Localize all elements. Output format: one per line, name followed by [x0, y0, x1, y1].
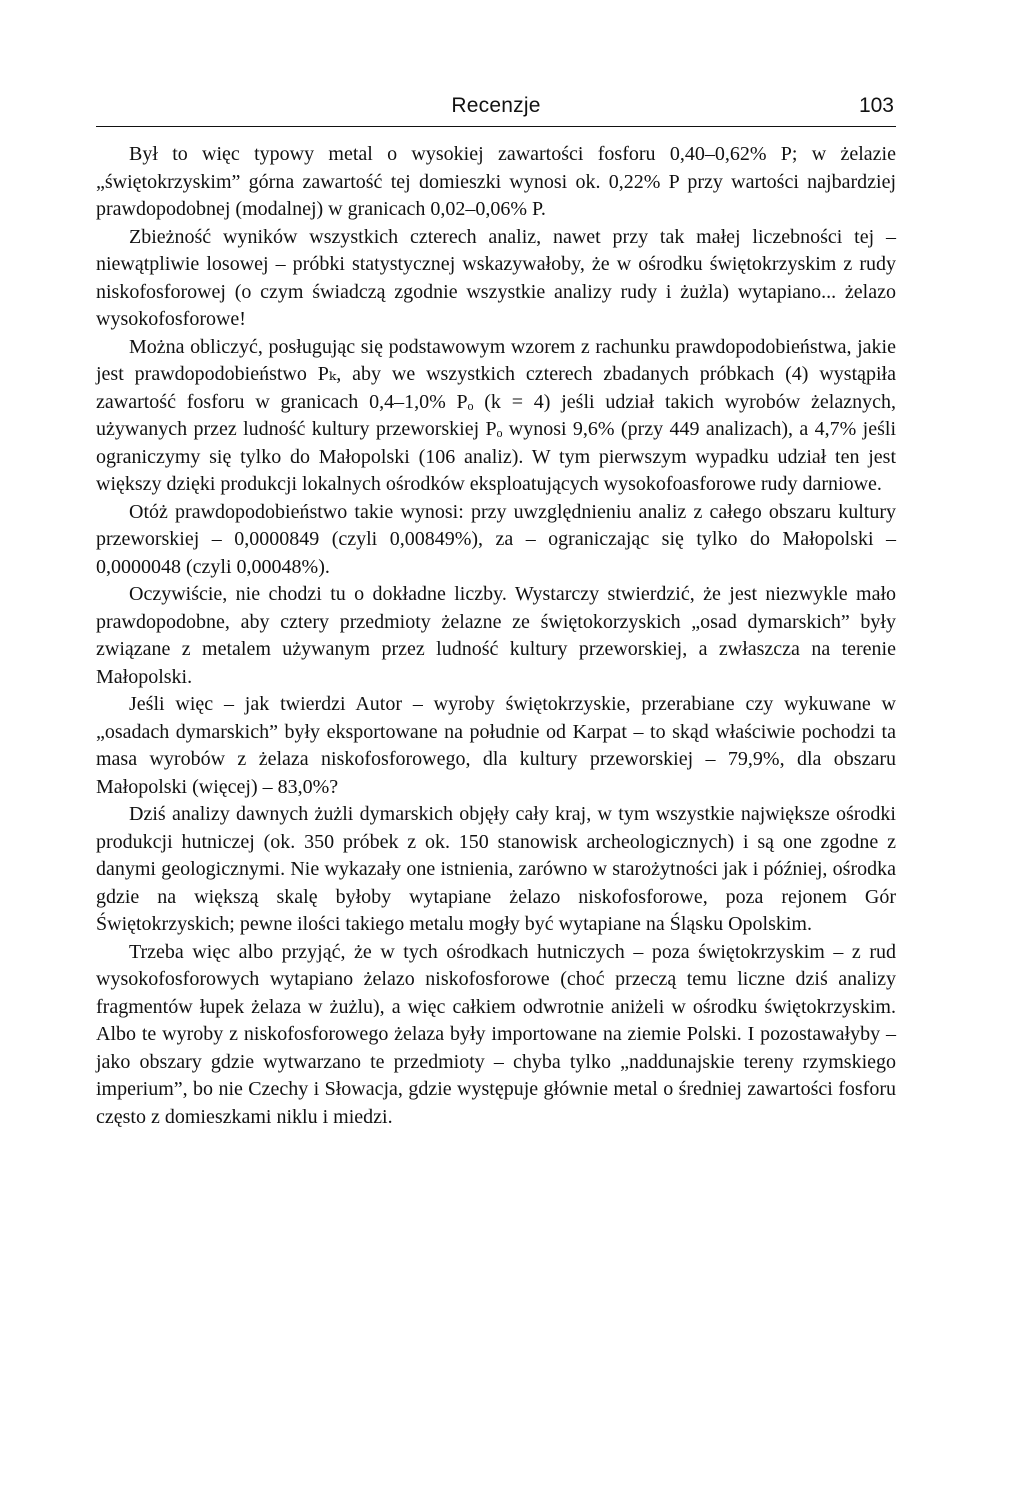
- paragraph-7: Dziś analizy dawnych żużli dymarskich objęły cały kraj, w tym wszystkie największe ośrodki produkcji hutniczej (ok. 350 próbek z ok. 150 stanowisk archeologicznych) i są one zgodne z danymi geologicznymi. Nie wykazały one istnienia, zarówno w starożytności jak i później, ośrodka gdzie na większą skalę byłoby wytapiane żelazo niskofosforowe, poza rejonem Gór Świętokrzyskich; pewne ilości takiego metalu mogły być wytapiane na Śląsku Opolskim.: [96, 803, 896, 935]
- running-header: [96, 92, 896, 127]
- paragraph-4: Otóż prawdopodobieństwo takie wynosi: przy uwzględnieniu analiz z całego obszaru kultury przeworskiej – 0,0000849 (czyli 0,00849%), za – ograniczając się tylko do Małopolski – 0,0000048 (czyli 0,00048%).: [96, 500, 896, 578]
- paragraph-6: Jeśli więc – jak twierdzi Autor – wyroby świętokrzyskie, przerabiane czy wykuwane w „osadach dymarskich” były eksportowane na południe od Karpat – to skąd właściwie pochodzi ta masa wyrobów z żelaza niskofosforowego, dla kultury przeworskiej – 79,9%, dla obszaru Małopolski (więcej) – 83,0%?: [96, 693, 896, 798]
- paragraph-8: Trzeba więc albo przyjąć, że w tych ośrodkach hutniczych – poza świętokrzyskim – z rud wysokofosforowych wytapiano żelazo niskofosforowe (choć przeczą temu liczne dziś analizy fragmentów łupek żelaza w żużlu), a więc całkiem odwrotnie aniżeli w ośrodku świętokrzyskim. Albo te wyroby z niskofosforowego żelaza były importowane na ziemie Polski. I pozostawałyby – jako obszary gdzie wytwarzano te przedmioty – chyba tylko „naddunajskie tereny rzymskiego imperium”, bo nie Czechy i Słowacja, gdzie występuje głównie metal o średniej zawartości fosforu często z domieszkami niklu i miedzi.: [96, 940, 896, 1128]
- paragraph-2: Zbieżność wyników wszystkich czterech analiz, nawet przy tak małej liczebności tej – niewątpliwie losowej – próbki statystycznej wskazywałoby, że w ośrodku świętokrzyskim z rudy niskofosforowej (o czym świadczą zgodnie wszystkie analizy rudy i żużla) wytapiano... żelazo wysokofosforowe!: [96, 225, 896, 330]
- paragraph-5: Oczywiście, nie chodzi tu o dokładne liczby. Wystarczy stwierdzić, że jest niezwykle mało prawdopodobne, aby cztery przedmioty żelazne ze świętokorzyskich „osad dymarskich” były związane z metalem używanym przez ludność kultury przeworskiej, a zwłaszcza na terenie Małopolski.: [96, 583, 896, 688]
- paragraph-3: Można obliczyć, posługując się podstawowym wzorem z rachunku prawdopodobieństwa, jakie jest prawdopodobieństwo Pₖ, aby we wszystkich czterech zbadanych próbkach (4) wystąpiła zawartość fosforu w granicach 0,4–1,0% Pₒ (k = 4) jeśli udział takich wyrobów żelaznych, używanych przez ludność kultury przeworskiej Pₒ wynosi 9,6% (przy 449 analizach), a 4,7% jeśli ograniczymy się tylko do Małopolski (106 analiz). W tym pierwszym wypadku udział ten jest większy dzięki produkcji lokalnych ośrodków eksploatujących wysokofoasforowe rudy darniowe.: [96, 335, 896, 495]
- paragraph-1: Był to więc typowy metal o wysokiej zawartości fosforu 0,40–0,62% P; w żelazie „świętokrzyskim” górna zawartość tej domieszki wynosi ok. 0,22% P przy wartości najbardziej prawdopodobnej (modalnej) w granicach 0,02–0,06% P.: [96, 143, 896, 220]
- page-number: 103: [858, 94, 894, 117]
- running-title: Recenzje: [451, 94, 541, 117]
- body-text: [96, 141, 896, 1131]
